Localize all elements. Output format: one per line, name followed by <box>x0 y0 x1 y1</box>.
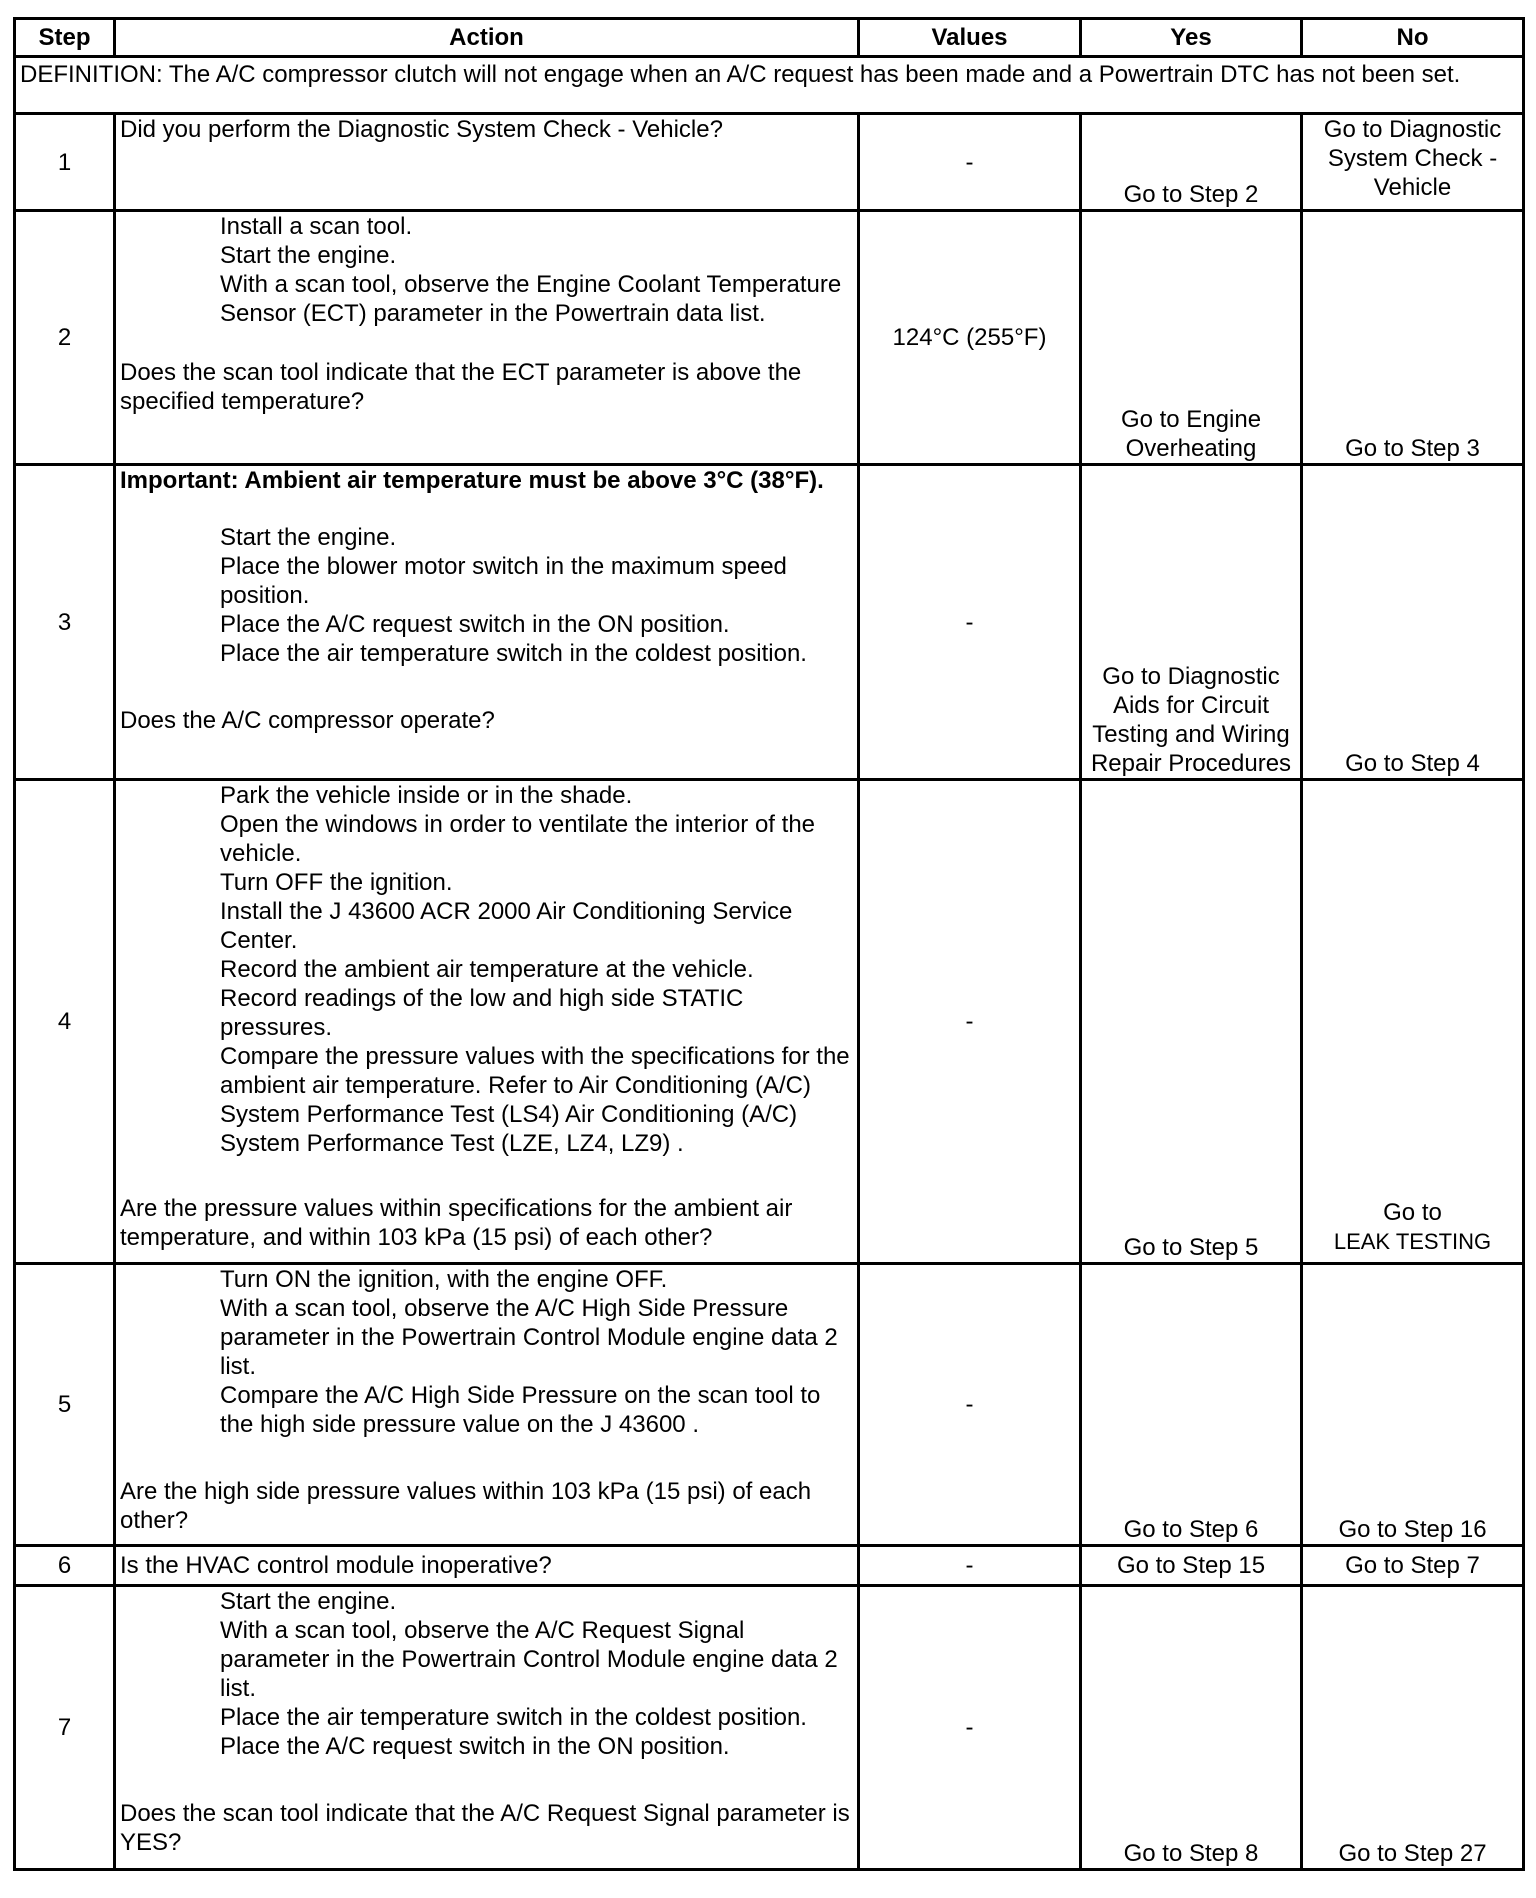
yes-result: Go to Step 6 <box>1081 1264 1302 1546</box>
action-question: Did you perform the Diagnostic System Check - Vehicle? <box>115 114 859 211</box>
step-number: 1 <box>15 114 115 211</box>
action-bullet: With a scan tool, observe the Engine Coolant Temperature Sensor (ECT) parameter in the Powertrain data list. <box>220 271 842 327</box>
action-bullet: Place the air temperature switch in the coldest position. <box>220 1704 807 1731</box>
yes-result: Go to Diagnostic Aids for Circuit Testing and Wiring Repair Procedures <box>1081 465 1302 780</box>
action-bullets <box>120 781 853 1158</box>
definition-row <box>15 57 1524 114</box>
action-question: Are the high side pressure values within 103 kPa (15 psi) of each other? <box>120 1478 812 1534</box>
action-cell <box>115 211 859 465</box>
values-cell: - <box>859 1586 1081 1870</box>
no-result-prefix: Go to <box>1383 1199 1442 1226</box>
action-bullets <box>120 212 853 328</box>
action-cell <box>115 1264 859 1546</box>
step-number: 7 <box>15 1586 115 1870</box>
values-cell: - <box>859 1264 1081 1546</box>
action-bullet: Record readings of the low and high side STATIC pressures. <box>220 985 744 1041</box>
action-question: Is the HVAC control module inoperative? <box>115 1546 859 1586</box>
values-cell: 124°C (255°F) <box>859 211 1081 465</box>
table-row <box>15 1586 1524 1870</box>
action-bullet: Park the vehicle inside or in the shade. <box>220 782 633 809</box>
action-bullet: Open the windows in order to ventilate the interior of the vehicle. <box>220 811 816 867</box>
action-bullet: Install the J 43600 ACR 2000 Air Conditioning Service Center. <box>220 898 793 954</box>
action-bullets <box>120 523 853 668</box>
header-yes: Yes <box>1081 19 1302 57</box>
no-result: Go to Step 7 <box>1302 1546 1524 1586</box>
table-row <box>15 465 1524 780</box>
action-bullet: With a scan tool, observe the A/C High Side Pressure parameter in the Powertrain Control Module engine data 2 list. <box>220 1295 838 1380</box>
no-result: Go to Diagnostic System Check - Vehicle <box>1302 114 1524 211</box>
no-result: Go to Step 4 <box>1302 465 1524 780</box>
header-row <box>15 19 1524 57</box>
yes-result: Go to Step 5 <box>1081 780 1302 1264</box>
action-bullet: Place the blower motor switch in the maximum speed position. <box>220 553 787 609</box>
step-number: 3 <box>15 465 115 780</box>
leak-testing-link[interactable]: LEAK TESTING <box>1333 1229 1492 1254</box>
header-no: No <box>1302 19 1524 57</box>
values-cell: - <box>859 465 1081 780</box>
action-bullet: Install a scan tool. <box>220 213 413 240</box>
values-cell: - <box>859 780 1081 1264</box>
action-question: Does the A/C compressor operate? <box>120 707 495 734</box>
action-bullet: Turn ON the ignition, with the engine OFF. <box>220 1266 668 1293</box>
yes-result: Go to Step 8 <box>1081 1586 1302 1870</box>
step-number: 5 <box>15 1264 115 1546</box>
table-row <box>15 114 1524 211</box>
table-row <box>15 1546 1524 1586</box>
action-bullet: Compare the A/C High Side Pressure on the scan tool to the high side pressure value on the J 43600 . <box>220 1382 821 1438</box>
yes-result: Go to Engine Overheating <box>1081 211 1302 465</box>
action-bullets <box>120 1265 853 1439</box>
step-number: 4 <box>15 780 115 1264</box>
step-number: 6 <box>15 1546 115 1586</box>
action-bullet: Record the ambient air temperature at the vehicle. <box>220 956 754 983</box>
action-bullet: Place the A/C request switch in the ON position. <box>220 611 730 638</box>
header-values: Values <box>859 19 1081 57</box>
action-bullet: With a scan tool, observe the A/C Request Signal parameter in the Powertrain Control Module engine data 2 list. <box>220 1617 838 1702</box>
diagnostic-table <box>13 17 1525 1871</box>
action-bullet: Place the A/C request switch in the ON position. <box>220 1733 730 1760</box>
no-result <box>1302 780 1524 1264</box>
table-row <box>15 780 1524 1264</box>
important-note: Important: Ambient air temperature must be above 3°C (38°F). <box>120 467 824 494</box>
action-bullet: Start the engine. <box>220 242 397 269</box>
action-cell <box>115 780 859 1264</box>
yes-result: Go to Step 15 <box>1081 1546 1302 1586</box>
header-action: Action <box>115 19 859 57</box>
header-step: Step <box>15 19 115 57</box>
yes-result: Go to Step 2 <box>1081 114 1302 211</box>
step-number: 2 <box>15 211 115 465</box>
action-question: Does the scan tool indicate that the ECT parameter is above the specified temperature? <box>120 359 802 415</box>
action-cell <box>115 1586 859 1870</box>
action-bullet: Start the engine. <box>220 1588 397 1615</box>
action-bullet: Turn OFF the ignition. <box>220 869 453 896</box>
table-row <box>15 211 1524 465</box>
action-bullets <box>120 1587 853 1761</box>
action-cell <box>115 465 859 780</box>
values-cell: - <box>859 114 1081 211</box>
action-bullet: Compare the pressure values with the specifications for the ambient air temperature. Refer to Air Conditioning (A/C) System Performance Test (LS4) Air Conditioning (A/C) System Performance Test (LZE, LZ4, LZ9) . <box>220 1043 850 1157</box>
definition-text: DEFINITION: The A/C compressor clutch will not engage when an A/C request has been made and a Powertrain DTC has not been set. <box>15 57 1524 114</box>
action-bullet: Start the engine. <box>220 524 397 551</box>
no-result: Go to Step 27 <box>1302 1586 1524 1870</box>
table-row <box>15 1264 1524 1546</box>
action-question: Does the scan tool indicate that the A/C Request Signal parameter is YES? <box>120 1800 850 1856</box>
no-result: Go to Step 16 <box>1302 1264 1524 1546</box>
action-bullet: Place the air temperature switch in the coldest position. <box>220 640 807 667</box>
action-question: Are the pressure values within specifications for the ambient air temperature, and within 103 kPa (15 psi) of each other? <box>120 1195 793 1251</box>
no-result: Go to Step 3 <box>1302 211 1524 465</box>
values-cell: - <box>859 1546 1081 1586</box>
